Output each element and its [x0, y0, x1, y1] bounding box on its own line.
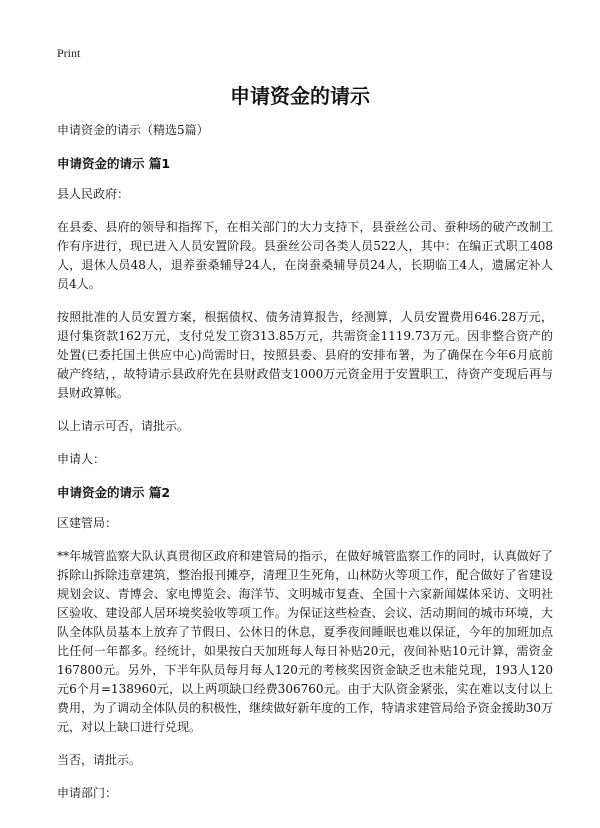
page-title: 申请资金的请示 [230, 84, 370, 108]
document-body [57, 121, 553, 817]
section-heading: 申请资金的请示 篇1 [57, 156, 171, 171]
section-2 [57, 483, 553, 803]
closing-line: 申请部门： [57, 786, 118, 800]
paragraph: **年城管监察大队认真贯彻区政府和建管局的指示，在做好城管监察工作的同时，认真做好了拆除山拆除违章建筑，整治报刊摊亭，清理卫生死角，山林防火等项工作，配合做好了省建设规划会议、青博会、家电博览会、海洋节、文明城市复查、全国十六家新闻媒体采访、文明社区验收、建设部人居环境奖验收等项工作。为保证这些检查、会议、活动期间的城市环境，大队全体队员基本上放弃了节假日、公休日的休息，夏季夜间睡眠也难以保证，今年的加班加点比任何一年都多。经统计，如果按白天加班每人每日补贴20元，夜间补贴10元计算，需资金167800元。另外，下半年队员每月每人120元的考核奖因资金缺乏也未能兑现，193人120元6个月=138960元，以上两项缺口经费306760元。由于大队资金紧张，实在难以支付以上费用，为了调动全体队员的积极性，继续做好新年度的工作，特请求建管局给予资金援助30万元，对以上缺口进行兑现。 [57, 549, 553, 734]
paragraph: 当否，请批示。 [57, 753, 142, 767]
paragraph: 在县委、县府的领导和指挥下，在相关部门的大力支持下，县蚕丝公司、蚕种场的破产改制工作有序进行，现已进入人员安置阶段。县蚕丝公司各类人员522人，其中：在编正式职工408人，退休人员48人，退养蚕桑辅导24人，在岗蚕桑辅导员24人，长期临工4人，遗属定补人员4人。 [57, 220, 553, 291]
salutation: 区建管局： [57, 516, 118, 530]
paragraph: 按照批准的人员安置方案，根据债权、债务清算报告，经测算，人员安置费用646.28万元，退付集资款162万元，支付兑发工资313.85万元，共需资金1119.73万元。因非整合资产的处置(已委托国土供应中心)尚需时日，按照县委、县府的安排布署，为了确保在今年6月底前破产终结，，故特请示县政府先在县财政借支1000万元资金用于安置职工，待资产变现后再与县财政算帐。 [57, 310, 553, 400]
document-subtitle: 申请资金的请示（精选5篇） [57, 123, 209, 137]
print-link[interactable]: Print [57, 46, 81, 60]
salutation: 县人民政府： [57, 187, 130, 201]
section-1 [57, 154, 553, 469]
section-heading: 申请资金的请示 篇2 [57, 485, 171, 500]
closing-line: 申请人： [57, 452, 106, 466]
paragraph: 以上请示可否，请批示。 [57, 419, 190, 433]
